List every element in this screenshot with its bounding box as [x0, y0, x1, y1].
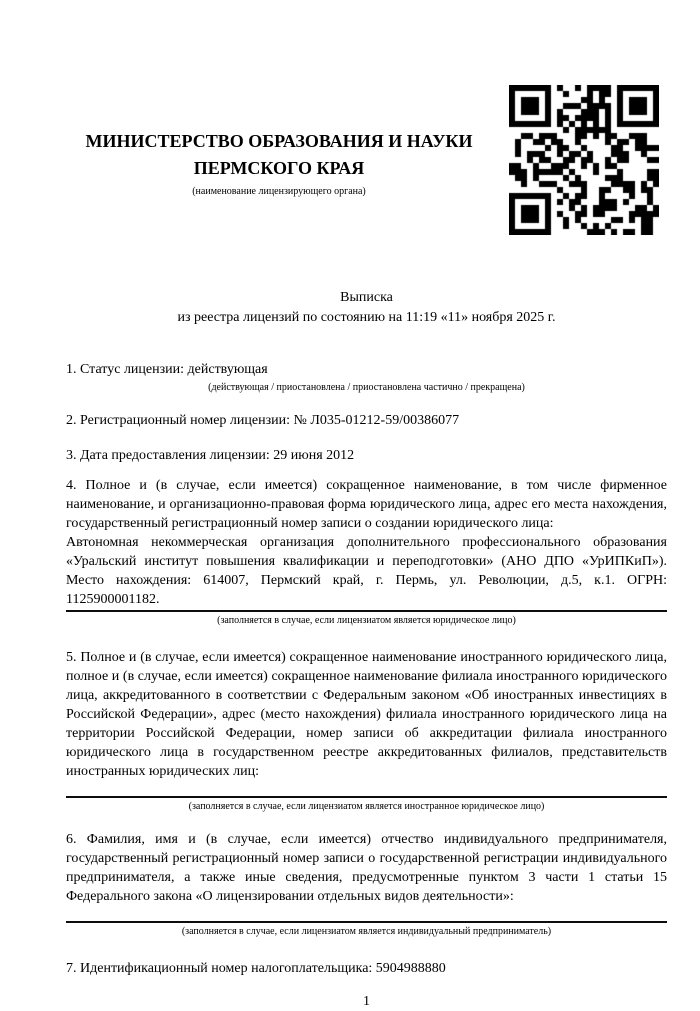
entrepreneur-description: 6. Фамилия, имя и (в случае, если имеется) отчество индивидуального предпринимателя, государственный регистрационный номер записи о государственной регистрации индивидуального предпринимателя, а также иные сведения, предусмотренные пунктом 3 части 1 статьи 15 Федерального закона «О лицензировании отдельных видов деятельности»:: [66, 832, 667, 904]
license-status-options-caption: (действующая / приостановлена / приостановлена частично / прекращена): [208, 382, 525, 393]
ministry-name-line2: ПЕРМСКОГО КРАЯ: [193, 158, 365, 178]
item-4-legal-entity: [66, 476, 667, 628]
foreign-entity-caption: (заполняется в случае, если лицензиатом является иностранное юридическое лицо): [188, 801, 545, 812]
item-3-license-grant-date: [66, 446, 667, 465]
fill-line-foreign-entity: [66, 796, 667, 798]
document-title-line1: Выписка: [340, 290, 393, 305]
ministry-name-line1: МИНИСТЕРСТВО ОБРАЗОВАНИЯ И НАУКИ: [85, 131, 473, 151]
license-grant-date-text: 3. Дата предоставления лицензии: 29 июня 2012: [66, 448, 355, 463]
licensing-authority-header: [66, 128, 492, 198]
entrepreneur-blank-value: [66, 906, 667, 920]
foreign-entity-blank-value: [66, 781, 667, 795]
item-1-license-status: [66, 360, 667, 395]
item-2-registration-number: [66, 411, 667, 430]
license-status-text: 1. Статус лицензии: действующая: [66, 362, 268, 377]
taxpayer-id-text: 7. Идентификационный номер налогоплательщика: 5904988880: [66, 961, 446, 976]
legal-entity-value: Автономная некоммерческая организация дополнительного профессионального образования «Уральский институт повышения квалификации и переподготовки» (АНО ДПО «УрИПКиП»). Место нахождения: 614007, Пермский край, г. Пермь, ул. Революции, д.5, к.1. ОГРН: 1125900001182.: [66, 535, 667, 607]
page-number: 1: [363, 994, 370, 1009]
item-6-individual-entrepreneur: [66, 830, 667, 939]
document-title: [66, 288, 667, 328]
registration-number-text: 2. Регистрационный номер лицензии: № Л035-01212-59/00386077: [66, 413, 460, 428]
fill-line-legal-entity: [66, 610, 667, 612]
legal-entity-description: 4. Полное и (в случае, если имеется) сокращенное наименование, в том числе фирменное наименование, и организационно-правовая форма юридического лица, адрес его места нахождения, государственный регистрационный номер записи о создании юридического лица:: [66, 478, 667, 531]
item-7-taxpayer-id: [66, 959, 667, 978]
item-5-foreign-entity: [66, 648, 667, 814]
entrepreneur-caption: (заполняется в случае, если лицензиатом является индивидуальный предприниматель): [181, 926, 552, 937]
fill-line-entrepreneur: [66, 921, 667, 923]
document-content: [66, 0, 667, 1011]
ministry-caption: (наименование лицензирующего органа): [192, 186, 366, 197]
legal-entity-caption: (заполняется в случае, если лицензиатом является юридическое лицо): [217, 615, 516, 626]
foreign-entity-description: 5. Полное и (в случае, если имеется) сокращенное наименование иностранного юридического лица, полное и (в случае, если имеется) сокращенное наименование филиала иностранного юридического лица, аккредитованного в соответствии с Федеральным законом «Об иностранных инвестициях в Российской Федерации», адрес (место нахождения) филиала иностранного юридического лица на территории Российской Федерации, номер записи об аккредитации филиала иностранного юридического лица в государственном реестре аккредитованных филиалов, представительств иностранных юридических лиц:: [66, 650, 667, 779]
document-title-line2: из реестра лицензий по состоянию на 11:19 «11» ноября 2025 г.: [177, 310, 556, 325]
